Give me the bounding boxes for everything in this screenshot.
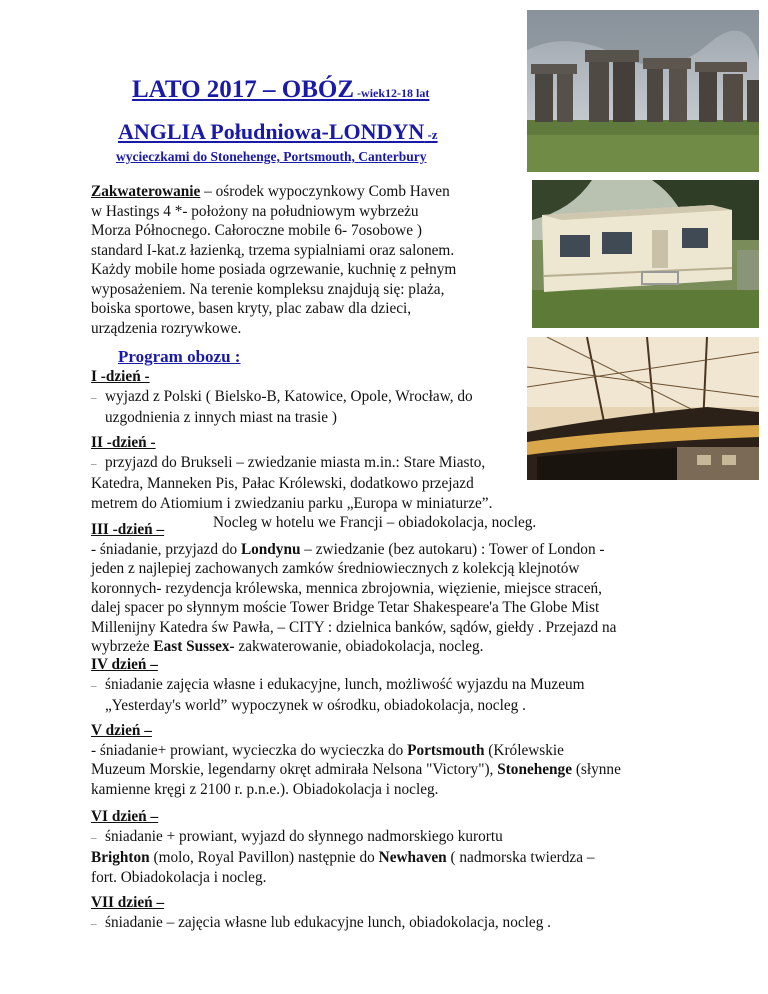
day-1: I -dzień - – wyjazd z Polski ( Bielsko-B, Katowice, Opole, Wrocław, do uzgodnienia z innych miast na trasie ) (91, 368, 473, 426)
day-5-title: V dzień – (91, 722, 152, 739)
day-4: IV dzień – – śniadanie zajęcia własne i edukacyjne, lunch, możliwość wyjazdu na Muzeum „Yesterday's world” wypoczynek w ośrodku, obiadokolacja, nocleg . (91, 656, 585, 714)
day-7: VII dzień – – śniadanie – zajęcia własne lub edukacyjne lunch, obiadokolacja, nocleg . (91, 893, 551, 934)
day-2-title: II -dzień - (91, 434, 156, 451)
day-6: VI dzień – – śniadanie + prowiant, wyjazd do słynnego nadmorskiego kurortu Brighton (molo, Royal Pavillon) następnie do Newhaven ( nadmorska twierdza – fort. Obiadokolacja i nocleg. (91, 808, 595, 886)
bullet-dash: – (91, 917, 97, 930)
bullet-dash: – (91, 391, 97, 404)
day-7-title: VII dzień – (91, 894, 165, 911)
camp-title: LATO 2017 – OBÓZ -wiek12-18 lat (132, 76, 430, 103)
day-4-title: IV dzień – (91, 656, 158, 673)
bullet-dash: – (91, 679, 97, 692)
day-2: II -dzień - – przyjazd do Brukseli – zwiedzanie miasta m.in.: Stare Miasto, Katedra, Manneken Pis, Pałac Królewski, dodatkowo przejazd metrem do Atiomium i zwiedzaniu parku „Europa w miniaturze”. Nocleg w hotelu we Francji – obiadokolacja, nocleg. (91, 434, 537, 531)
day-6-title: VI dzień – (91, 808, 159, 825)
bullet-dash: – (91, 831, 97, 844)
excursions-subtitle: wycieczkami do Stonehenge, Portsmouth, Canterbury (116, 149, 427, 164)
program-title: Program obozu : (118, 347, 241, 366)
day-3-title: III -dzień – (91, 521, 165, 538)
bullet-dash: – (91, 457, 97, 470)
accommodation-section: Zakwaterowanie – ośrodek wypoczynkowy Comb Haven w Hastings 4 *- położony na południowym wybrzeżu Morza Północnego. Całoroczne mobile 6- 7osobowe ) standard I-kat.z łazienką, trzema sypialniami oraz salonem. Każdy mobile home posiada ogrzewanie, kuchnię z pełnym wyposażeniem. Na terenie kompleksu znajdują się: plaża, boiska sportowe, basen kryty, plac zabaw dla dzieci, urządzenia rozrywkowe. (91, 183, 457, 337)
day-1-title: I -dzień - (91, 368, 150, 385)
stonehenge-photo (527, 10, 759, 172)
ship-victory-photo (527, 337, 759, 480)
mobile-home-photo (532, 180, 759, 328)
destination-title: ANGLIA Południowa-LONDYN -z (118, 119, 438, 144)
accommodation-label: Zakwaterowanie (91, 183, 201, 200)
day-3: III -dzień – - śniadanie, przyjazd do Londynu – zwiedzanie (bez autokaru) : Tower of London - jeden z najlepiej zachowanych zamków średniowiecznych z kolekcją klejnotów koronnych- rezydencja królewska, mennica zbrojownia, więzienie, miejsce straceń, dalej spacer po słynnym moście Tower Bridge Tetar Shakespeare'a The Globe Mist Millenijny Katedra św Pawła, – CITY : dzielnica banków, sądów, giełdy . Przejazd na wybrzeże East Sussex- zakwaterowanie, obiadokolacja, nocleg. (91, 521, 617, 655)
day-5: V dzień – - śniadanie+ prowiant, wycieczka do wycieczka do Portsmouth (Królewskie Muzeum Morskie, legendarny okręt admirała Nelsona "Victory"), Stonehenge (słynne kamienne kręgi z 2100 r. p.n.e.). Obiadokolacja i nocleg. (91, 722, 621, 798)
